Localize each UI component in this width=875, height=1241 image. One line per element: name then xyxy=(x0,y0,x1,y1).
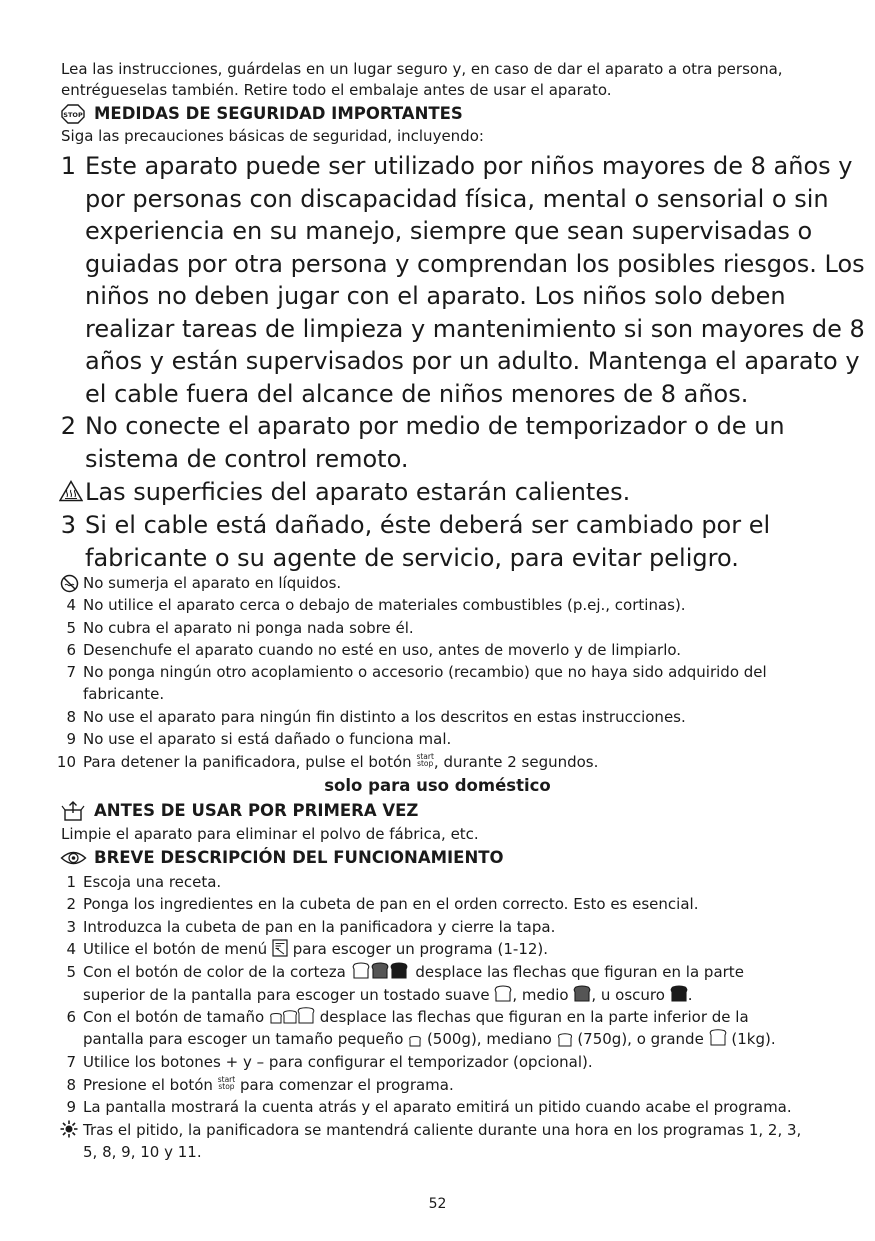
unpack-box-icon xyxy=(61,800,85,822)
item-1-line: por personas con discapacidad física, mental o sensorial o sin xyxy=(85,184,829,213)
item-2-line: No conecte el aparato por medio de temporizador o de un xyxy=(85,412,785,440)
item-number: 2 xyxy=(60,412,76,440)
item-1-line: el cable fuera del alcance de niños menores de 8 años. xyxy=(85,379,749,408)
start-stop-button-icon: start stop xyxy=(217,1075,236,1091)
safety-title: MEDIDAS DE SEGURIDAD IMPORTANTES xyxy=(94,104,463,123)
item-10-text: Para detener la panificadora, pulse el botón start stop, durante 2 segundos. xyxy=(83,752,599,771)
dark-crust-icon xyxy=(670,985,688,1003)
size-button-icon xyxy=(269,1007,315,1025)
step-8-text: Presione el botón start stop para comenzar el programa. xyxy=(83,1075,454,1094)
item-number: 4 xyxy=(66,596,76,614)
item-3-line: Si el cable está dañado, éste deberá ser cambiado por el xyxy=(85,511,771,539)
step-5-line-2: superior de la pantalla para escoger un tostado suave , medio , u oscuro . xyxy=(83,986,693,1004)
crust-color-button-icon xyxy=(351,962,411,980)
item-number: 8 xyxy=(66,1076,76,1094)
small-loaf-icon xyxy=(408,1031,422,1047)
medium-crust-icon xyxy=(573,985,591,1003)
large-loaf-icon xyxy=(709,1029,727,1047)
step-1-text: Escoja una receta. xyxy=(83,873,222,891)
item-1-line: Este aparato puede ser utilizado por niños mayores de 8 años y xyxy=(85,152,853,180)
svg-text:STOP: STOP xyxy=(63,111,83,119)
hot-surface-text: Las superficies del aparato estarán calientes. xyxy=(85,478,631,506)
start-stop-button-icon: start stop xyxy=(416,752,434,768)
step-5-line-1: Con el botón de color de la corteza desplace las flechas que figuran en la parte xyxy=(83,963,744,981)
item-number: 1 xyxy=(60,152,76,180)
item-number: 2 xyxy=(66,895,76,913)
step-3-text: Introduzca la cubeta de pan en la panificadora y cierre la tapa. xyxy=(83,918,556,936)
menu-button-icon xyxy=(272,939,288,957)
intro-line-2: entrégueselas también. Retire todo el embalaje antes de usar el aparato. xyxy=(61,81,612,99)
step-4-text: Utilice el botón de menú para escoger un programa (1-12). xyxy=(83,940,549,958)
item-number: 7 xyxy=(66,1053,76,1071)
item-number: 5 xyxy=(66,963,76,981)
domestic-use-note: solo para uso doméstico xyxy=(324,776,551,795)
item-5-text: No cubra el aparato ni ponga nada sobre él. xyxy=(83,619,414,637)
item-number: 8 xyxy=(66,708,76,726)
item-7-text: fabricante. xyxy=(83,685,165,703)
item-3-line: fabricante o su agente de servicio, para evitar peligro. xyxy=(85,543,739,572)
stop-icon xyxy=(61,104,85,124)
keep-warm-line: 5, 8, 9, 10 y 11. xyxy=(83,1143,202,1161)
item-1-line: niños no deben jugar con el aparato. Los niños solo deben xyxy=(85,282,786,310)
first-use-title: ANTES DE USAR POR PRIMERA VEZ xyxy=(94,801,419,820)
item-number: 9 xyxy=(66,1098,76,1116)
item-6-text: Desenchufe el aparato cuando no esté en uso, antes de moverlo y de limpiarlo. xyxy=(83,641,682,659)
item-9-text: No use el aparato si está dañado o funciona mal. xyxy=(83,730,452,748)
first-use-text: Limpie el aparato para eliminar el polvo de fábrica, etc. xyxy=(61,825,479,843)
item-1-line: experiencia en su manejo, siempre que sean supervisadas o xyxy=(85,217,813,245)
item-8-text: No use el aparato para ningún fin distinto a los descritos en estas instrucciones. xyxy=(83,708,686,726)
item-number: 3 xyxy=(66,918,76,936)
safety-subtitle: Siga las precauciones básicas de seguridad, incluyendo: xyxy=(61,127,484,145)
intro-line-1: Lea las instrucciones, guárdelas en un lugar seguro y, en caso de dar el aparato a otra persona, xyxy=(61,60,783,78)
overview-title: BREVE DESCRIPCIÓN DEL FUNCIONAMIENTO xyxy=(94,848,504,867)
item-number: 1 xyxy=(66,873,76,891)
light-crust-icon xyxy=(494,985,512,1003)
item-number: 3 xyxy=(60,511,76,539)
no-immerse-icon xyxy=(60,574,79,593)
item-number: 9 xyxy=(66,730,76,748)
page-number: 52 xyxy=(428,1196,447,1212)
item-number: 7 xyxy=(66,663,76,681)
item-number: 4 xyxy=(66,940,76,958)
step-6-line-2: pantalla para escoger un tamaño pequeño (500g), mediano (750g), o grande (1kg). xyxy=(83,1030,776,1048)
item-number: 6 xyxy=(66,1008,76,1026)
no-immerse-text: No sumerja el aparato en líquidos. xyxy=(83,574,342,592)
hot-surface-warning-icon xyxy=(59,480,83,502)
step-7-text: Utilice los botones + y – para configurar el temporizador (opcional). xyxy=(83,1053,593,1071)
step-6-line-1: Con el botón de tamaño desplace las flechas que figuran en la parte inferior de la xyxy=(83,1008,749,1026)
item-number: 10 xyxy=(56,753,76,771)
keep-warm-sun-icon xyxy=(60,1120,78,1138)
item-1-line: guiadas por otra persona y comprendan los posibles riesgos. Los xyxy=(85,249,865,278)
keep-warm-line: Tras el pitido, la panificadora se mantendrá caliente durante una hora en los programas 1, 2, 3, xyxy=(83,1121,802,1139)
item-4-text: No utilice el aparato cerca o debajo de materiales combustibles (p.ej., cortinas). xyxy=(83,596,686,614)
step-9-text: La pantalla mostrará la cuenta atrás y el aparato emitirá un pitido cuando acabe el programa. xyxy=(83,1098,792,1116)
item-number: 6 xyxy=(66,641,76,659)
medium-loaf-icon xyxy=(557,1030,573,1047)
item-2-line: sistema de control remoto. xyxy=(85,444,409,473)
eye-icon xyxy=(60,849,87,867)
item-1-line: años y están supervisados por un adulto. Mantenga el aparato y xyxy=(85,347,860,375)
item-7-text: No ponga ningún otro acoplamiento o accesorio (recambio) que no haya sido adquirido del xyxy=(83,663,767,681)
step-2-text: Ponga los ingredientes en la cubeta de pan en el orden correcto. Esto es esencial. xyxy=(83,895,699,913)
item-1-line: realizar tareas de limpieza y mantenimiento si son mayores de 8 xyxy=(85,314,865,343)
item-number: 5 xyxy=(66,619,76,637)
